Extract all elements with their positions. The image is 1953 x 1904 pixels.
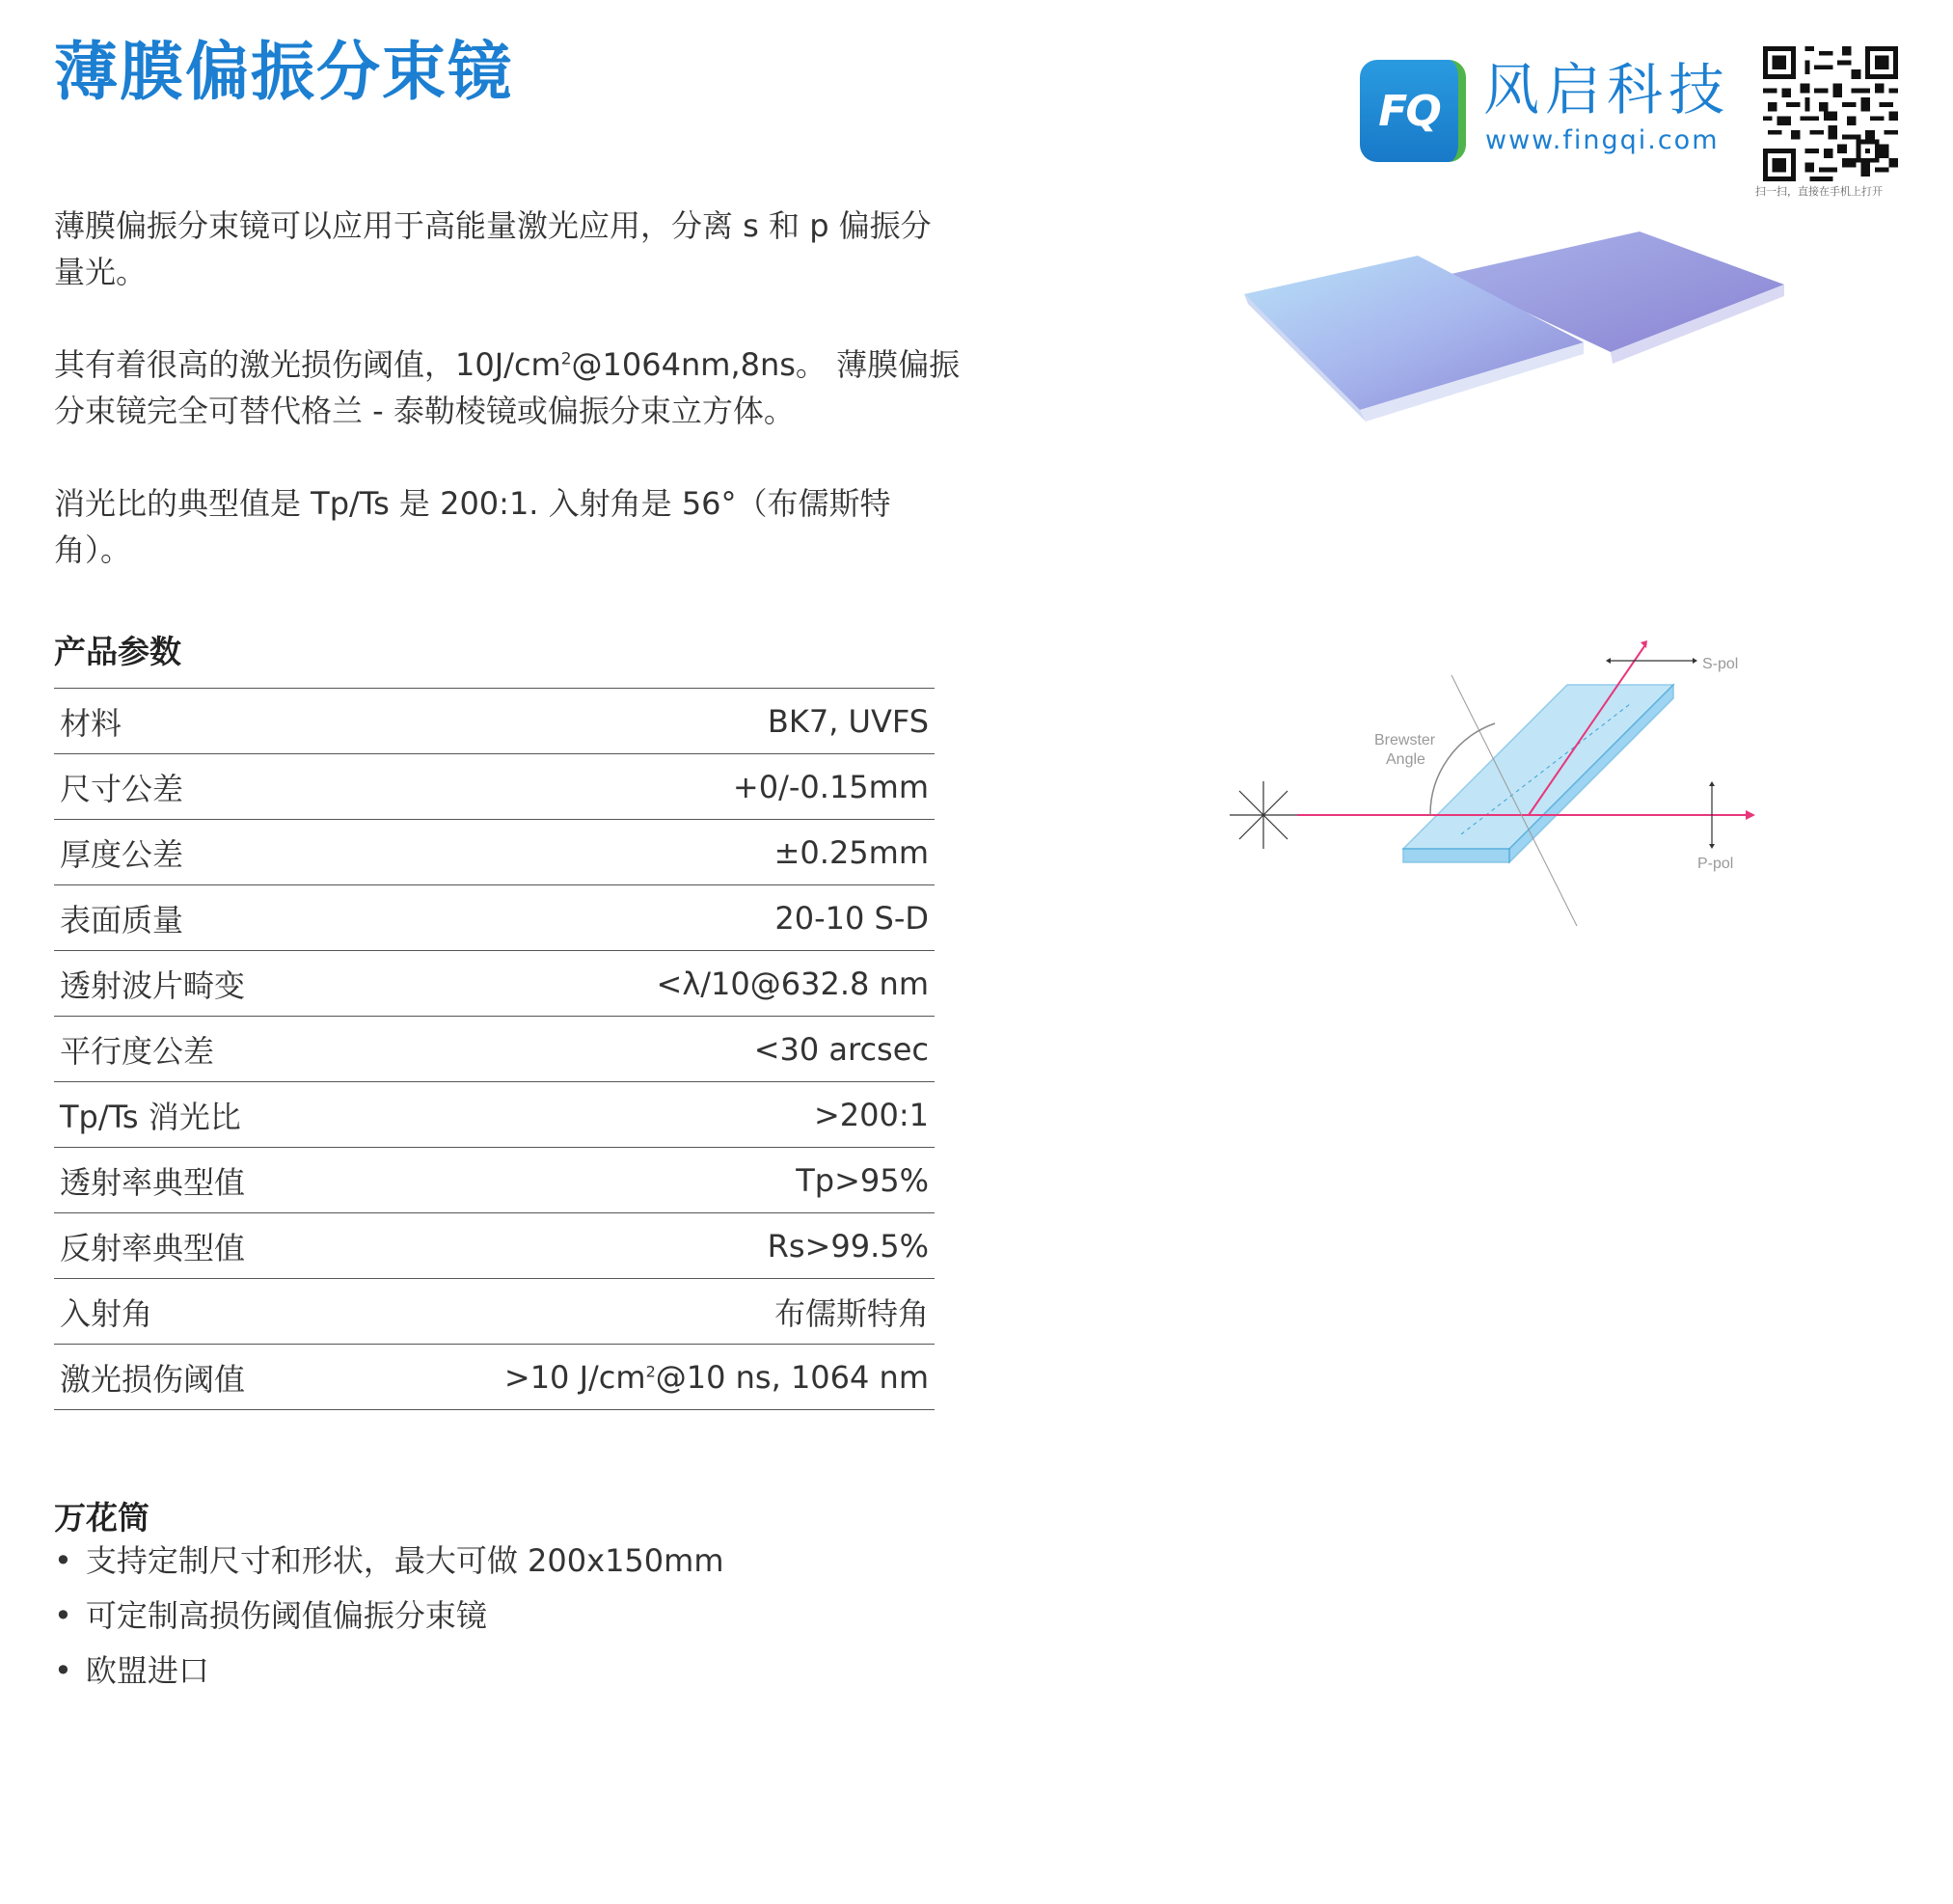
angle-label-line2: Angle — [1386, 751, 1425, 768]
company-url[interactable]: www.fingqi.com — [1485, 125, 1720, 155]
table-row — [54, 1279, 935, 1345]
spec-label: 反射率典型值 — [60, 1229, 246, 1266]
spec-table — [54, 688, 935, 1410]
spec-label: 厚度公差 — [60, 835, 184, 873]
spec-label: 透射率典型值 — [60, 1163, 246, 1201]
spec-label: 尺寸公差 — [60, 770, 184, 807]
qr-code-icon — [1763, 46, 1898, 181]
page-title: 薄膜偏振分束镜 — [54, 35, 513, 109]
company-name: 风启科技 — [1483, 57, 1731, 122]
spec-label: 入射角 — [60, 1294, 153, 1332]
list-item: • 支持定制尺寸和形状，最大可做 200x150mm — [54, 1534, 724, 1589]
spec-value: Rs>99.5% — [767, 1227, 929, 1265]
spec-value: Tp>95% — [796, 1161, 929, 1199]
spec-label: 透射波片畸变 — [60, 966, 246, 1004]
specs-heading: 产品参数 — [54, 633, 181, 670]
fq-logo-icon — [1360, 60, 1466, 162]
intro-paragraph-3: 消光比的典型值是 Tp/Ts 是 200:1. 入射角是 56°（布儒斯特角）。 — [54, 485, 891, 568]
spec-value: <30 arcsec — [753, 1030, 929, 1068]
spec-value: >10 $J/cm^2@10$ ns, 1064 nm — [503, 1358, 929, 1396]
spec-label: 表面质量 — [60, 901, 184, 938]
product-photo-plates — [1244, 217, 1784, 477]
spec-value: 布儒斯特角 — [773, 1294, 929, 1332]
spec-value: >200:1 — [813, 1096, 929, 1133]
spec-value: 20-10 S-D — [774, 899, 929, 937]
spec-value: <λ/10@632.8 nm — [656, 965, 929, 1002]
table-row — [54, 1017, 935, 1082]
features-heading: 万花筒 — [54, 1499, 149, 1537]
table-row — [54, 1213, 935, 1279]
intro-text — [54, 203, 961, 619]
spec-value: ±0.25mm — [773, 833, 929, 871]
spec-value: BK7, UVFS — [767, 702, 929, 740]
list-item: • 欧盟进口 — [54, 1644, 724, 1699]
spec-value: +0/-0.15mm — [732, 768, 929, 805]
spec-label: 平行度公差 — [60, 1032, 215, 1070]
intro-paragraph-2: 其有着很高的激光损伤阈值，$10J/cm^2@1064nm,8ns$。 薄膜偏振分束镜完全可替代格兰 - 泰勒棱镜或偏振分束立方体。 — [54, 346, 961, 429]
intro-paragraph-1: 薄膜偏振分束镜可以应用于高能量激光应用，分离 s 和 p 偏振分量光。 — [54, 207, 932, 290]
angle-label-line1: Brewster — [1374, 732, 1436, 748]
table-row — [54, 754, 935, 820]
table-row — [54, 885, 935, 951]
s-pol-label: S-pol — [1702, 656, 1739, 672]
table-row — [54, 820, 935, 885]
table-row — [54, 1082, 935, 1148]
logo-badge-text: FQ — [1378, 86, 1440, 136]
qr-caption: 扫一扫，直接在手机上打开 — [1755, 185, 1883, 198]
table-row — [54, 1345, 935, 1410]
table-row — [54, 1148, 935, 1213]
spec-label: Tp/Ts 消光比 — [60, 1098, 241, 1135]
table-row — [54, 689, 935, 754]
p-pol-label: P-pol — [1697, 856, 1734, 872]
company-logo — [1360, 46, 1919, 201]
brewster-angle-diagram — [1220, 637, 1784, 945]
spec-label: 激光损伤阈值 — [60, 1360, 246, 1398]
table-row — [54, 951, 935, 1017]
spec-label: 材料 — [60, 704, 122, 742]
list-item: • 可定制高损伤阈值偏振分束镜 — [54, 1589, 724, 1644]
features-list — [54, 1534, 724, 1699]
